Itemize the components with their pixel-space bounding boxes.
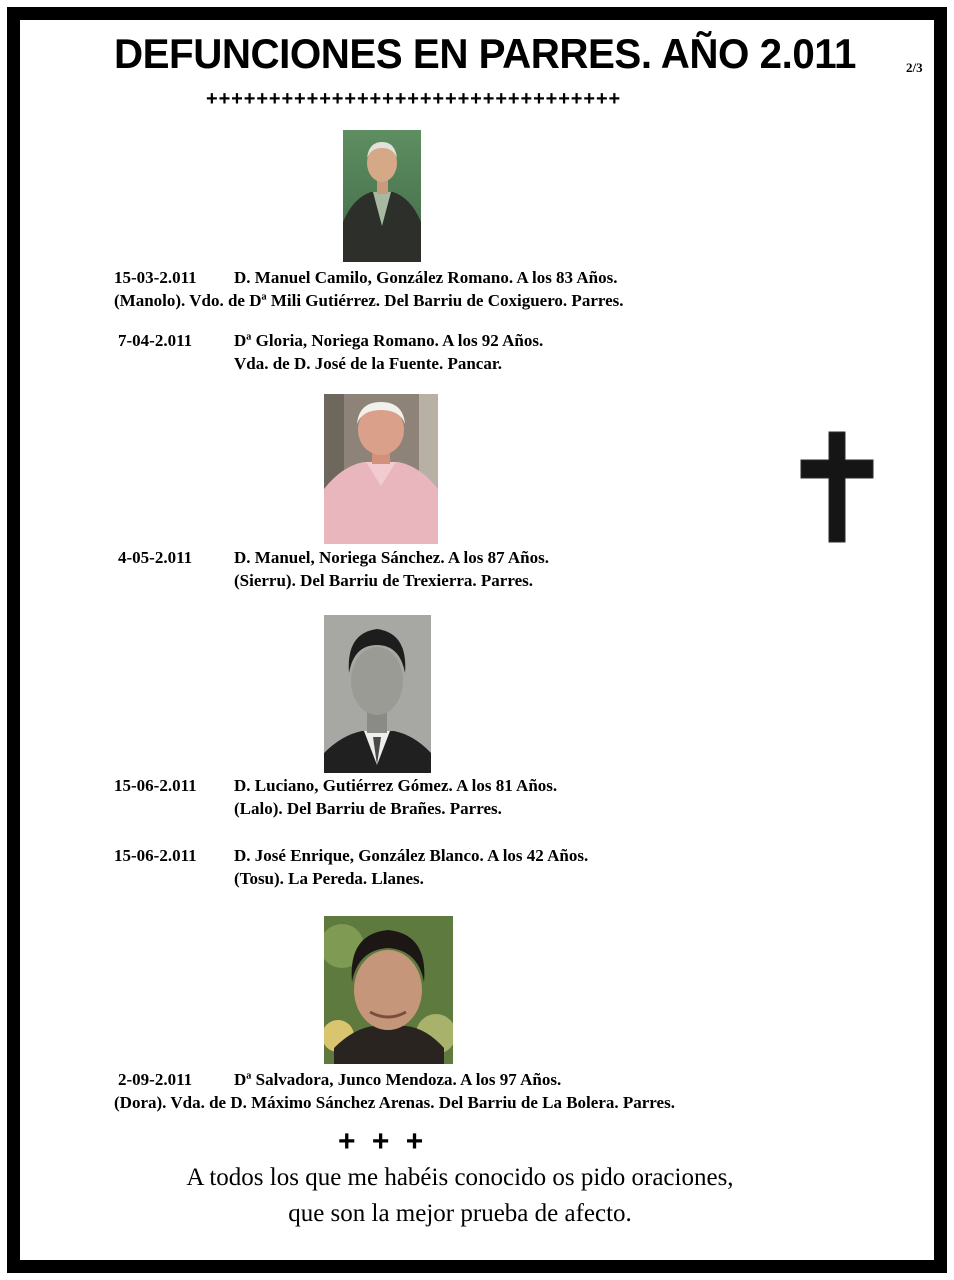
entry-name: Dª Salvadora, Junco Mendoza. A los 97 Años. bbox=[234, 1070, 562, 1089]
entry-date: 15-06-2.011 bbox=[114, 776, 197, 795]
closing-line-1: A todos los que me habéis conocido os pido oraciones, bbox=[186, 1164, 734, 1191]
portrait-photo-salvadora bbox=[324, 916, 453, 1064]
entry-date: 15-03-2.011 bbox=[114, 268, 197, 287]
entry-name: D. José Enrique, González Blanco. A los 42 Años. bbox=[234, 846, 589, 865]
entry-date: 7-04-2.011 bbox=[118, 331, 193, 350]
latin-cross-icon bbox=[797, 430, 877, 544]
entry-details: (Dora). Vda. de D. Máximo Sánchez Arenas. Del Barriu de La Bolera. Parres. bbox=[114, 1093, 675, 1112]
entry-details: (Tosu). La Pereda. Llanes. bbox=[234, 869, 424, 888]
page-number: 2/3 bbox=[906, 60, 923, 75]
closing-line-2: que son la mejor prueba de afecto. bbox=[288, 1200, 632, 1227]
entry-details: (Manolo). Vdo. de Dª Mili Gutiérrez. Del Barriu de Coxiguero. Parres. bbox=[114, 291, 624, 310]
entry-date: 2-09-2.011 bbox=[118, 1070, 193, 1089]
entry-name: D. Manuel Camilo, González Romano. A los 83 Años. bbox=[234, 268, 618, 287]
title-separator: +++++++++++++++++++++++++++++++++ bbox=[206, 88, 622, 110]
page-title: DEFUNCIONES EN PARRES. AÑO 2.011 bbox=[114, 30, 856, 77]
entry-name: Dª Gloria, Noriega Romano. A los 92 Años. bbox=[234, 331, 544, 350]
entry-details: Vda. de D. José de la Fuente. Pancar. bbox=[234, 354, 503, 373]
crosses-separator: + + + bbox=[338, 1125, 428, 1158]
entry-date: 15-06-2.011 bbox=[114, 846, 197, 865]
portrait-photo-manuel-noriega bbox=[324, 394, 438, 544]
entry-date: 4-05-2.011 bbox=[118, 548, 193, 567]
portrait-photo-luciano bbox=[324, 615, 431, 773]
entry-details: (Lalo). Del Barriu de Brañes. Parres. bbox=[234, 799, 502, 818]
entry-name: D. Luciano, Gutiérrez Gómez. A los 81 Años. bbox=[234, 776, 558, 795]
entry-details: (Sierru). Del Barriu de Trexierra. Parres. bbox=[234, 571, 533, 590]
portrait-photo-manuel-camilo bbox=[343, 130, 421, 262]
entry-name: D. Manuel, Noriega Sánchez. A los 87 Años. bbox=[234, 548, 549, 567]
